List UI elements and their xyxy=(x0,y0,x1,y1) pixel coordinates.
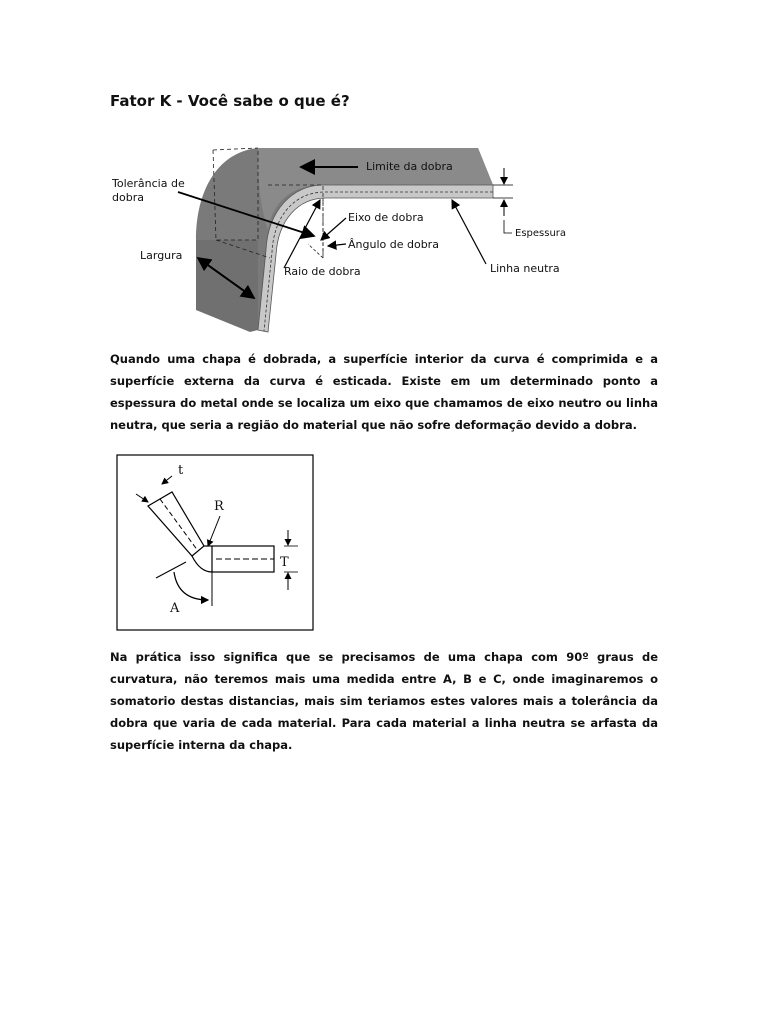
label-tolerancia: Tolerância de xyxy=(112,177,185,190)
label-angulo: Ângulo de dobra xyxy=(348,238,439,251)
label-A: A xyxy=(170,601,180,616)
label-largura: Largura xyxy=(140,249,183,262)
sheet-thickness-edge xyxy=(258,185,493,332)
label-espessura: Espessura xyxy=(515,228,567,239)
label-limite: Limite da dobra xyxy=(366,160,453,173)
bend-diagram-3d xyxy=(108,140,578,335)
page-title: Fator K - Você sabe o que é? xyxy=(110,92,350,110)
label-raio: Raio de dobra xyxy=(284,265,361,278)
paragraph-1: Quando uma chapa é dobrada, a superfície interior da curva é comprimida e a superfície externa da curva é esticada. Existe em um determinado ponto a espessura do metal onde se localiza um eixo que chamamos de eixo neutro ou linha neutra, que seria a região do material que não sofre deformação devido a dobra. xyxy=(110,352,658,432)
label-R: R xyxy=(214,499,224,514)
label-linha-neutra: Linha neutra xyxy=(490,262,560,275)
sheet-vertical-face xyxy=(196,240,258,332)
bend-diagram-2d xyxy=(116,454,316,632)
bend-axis xyxy=(308,198,323,258)
paragraph-2: Na prática isso significa que se precisamos de uma chapa com 90º graus de curvatura, não teremos mais uma medida entre A, B e C, onde imaginaremos o somatorio destas distancias, mais sim teriamos estes valores mais a tolerância da dobra que varia de cada material. Para cada material a linha neutra se arfasta da superfície interna da chapa. xyxy=(110,650,658,752)
label-tolerancia-2: dobra xyxy=(112,191,144,204)
label-t: t xyxy=(178,463,184,478)
label-T: T xyxy=(280,555,289,570)
label-eixo: Eixo de dobra xyxy=(348,211,424,224)
